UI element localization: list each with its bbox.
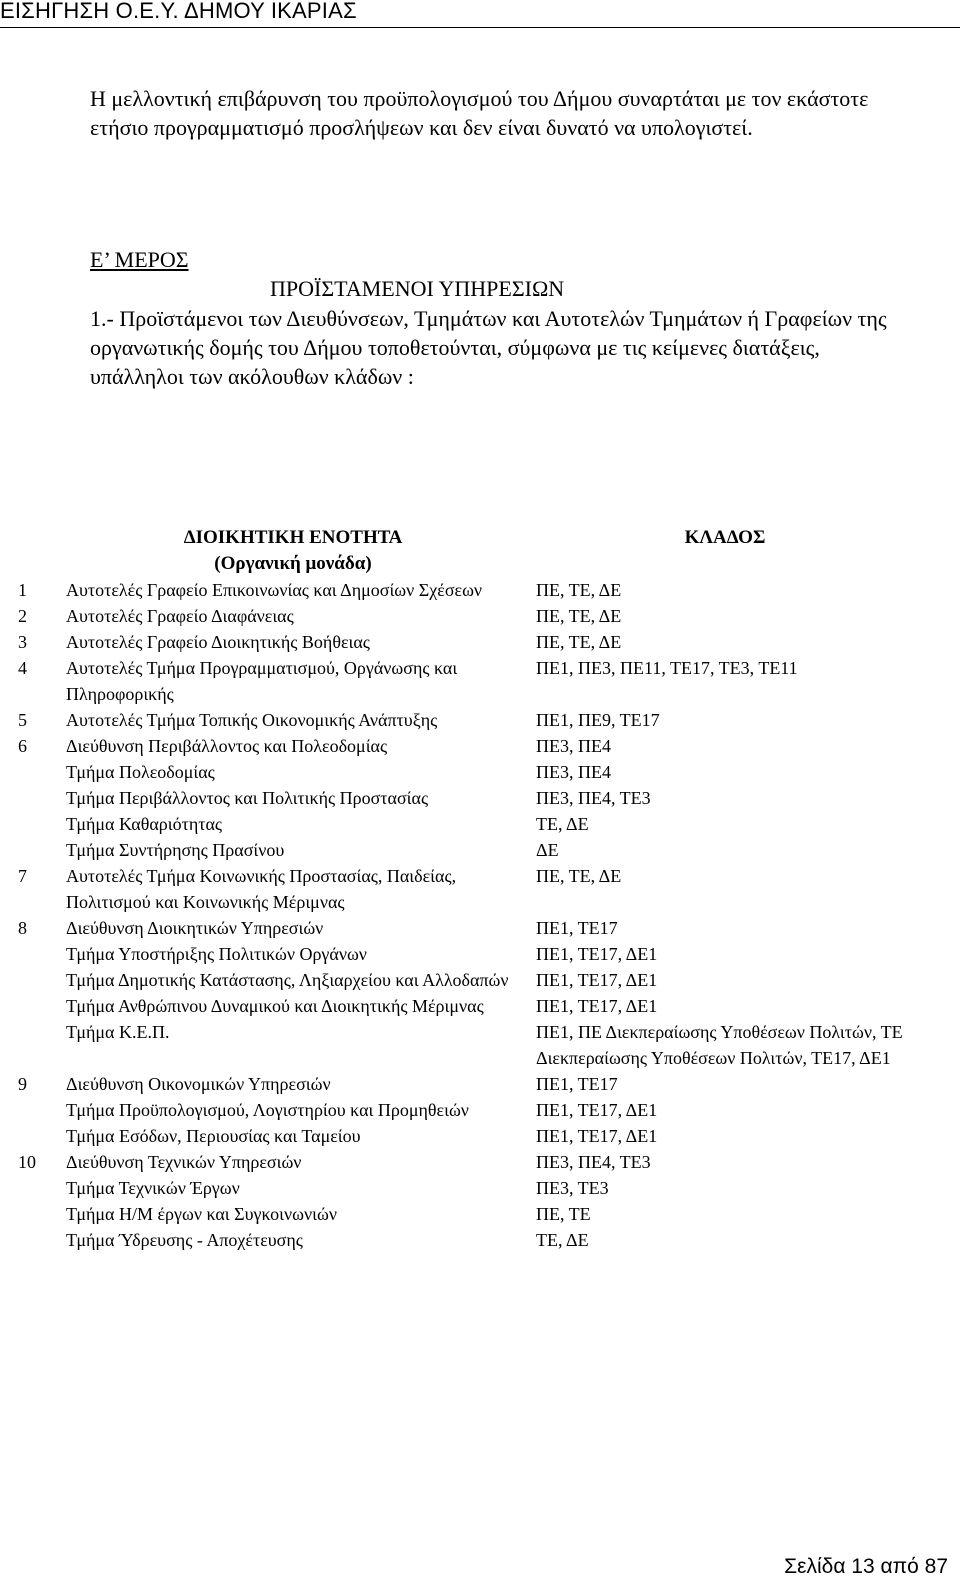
row-klados: ΠΕ1, ΤΕ17, ΔΕ1	[536, 944, 658, 964]
row-number	[10, 1175, 58, 1201]
row-number	[10, 941, 58, 967]
row-klados: ΠΕ1, ΤΕ17, ΔΕ1	[536, 1100, 658, 1120]
document-header	[0, 0, 960, 30]
row-klados: ΠΕ1, ΤΕ17, ΔΕ1	[536, 1126, 658, 1146]
table-row	[10, 577, 950, 603]
part-title: Ε’ ΜΕΡΟΣ	[90, 247, 189, 272]
row-unit: Τμήμα Περιβάλλοντος και Πολιτικής Προστασίας	[66, 788, 429, 808]
row-unit: Αυτοτελές Γραφείο Διαφάνειας	[66, 606, 294, 626]
table-row	[10, 655, 950, 707]
header-unit-label: ΔΙΟΙΚΗΤΙΚΗ ΕΝΟΤΗΤΑ	[183, 527, 403, 548]
units-table	[10, 525, 950, 1253]
row-klados: ΠΕ3, ΠΕ4, ΤΕ3	[536, 1152, 651, 1172]
table-header-row	[10, 525, 950, 577]
header-unit-cell	[58, 525, 528, 577]
row-unit: Αυτοτελές Τμήμα Κοινωνικής Προστασίας, Παιδείας, Πολιτισμού και Κοινωνικής Μέριμνας	[66, 866, 457, 912]
row-klados: ΠΕ1, ΠΕ Διεκπεραίωσης Υποθέσεων Πολιτών, ΤΕ Διεκπεραίωσης Υποθέσεων Πολιτών, ΤΕ17, ΔΕ1	[536, 1022, 903, 1068]
row-number: 9	[18, 1074, 27, 1094]
row-unit: Τμήμα Υποστήριξης Πολιτικών Οργάνων	[66, 944, 367, 964]
row-number	[10, 837, 58, 863]
row-number	[10, 1097, 58, 1123]
row-number: 2	[18, 606, 27, 626]
row-klados: ΠΕ1, ΠΕ3, ΠΕ11, ΤΕ17, ΤΕ3, ΤΕ11	[536, 658, 798, 678]
row-klados: ΤΕ, ΔΕ	[536, 1230, 589, 1250]
row-number	[10, 1123, 58, 1149]
table-row	[10, 1097, 950, 1123]
row-number: 8	[18, 918, 27, 938]
row-unit: Αυτοτελές Τμήμα Προγραμματισμού, Οργάνωσης και Πληροφορικής	[66, 658, 458, 704]
row-klados: ΠΕ3, ΠΕ4	[536, 736, 611, 756]
row-number	[10, 785, 58, 811]
table-row	[10, 629, 950, 655]
row-unit: Διεύθυνση Οικονομικών Υπηρεσιών	[66, 1074, 331, 1094]
row-klados: ΠΕ, ΤΕ, ΔΕ	[536, 606, 622, 626]
table-row	[10, 603, 950, 629]
table-row	[10, 811, 950, 837]
table-row	[10, 1019, 950, 1071]
row-number: 10	[18, 1152, 36, 1172]
table-row	[10, 785, 950, 811]
row-unit: Τμήμα Κ.Ε.Π.	[66, 1022, 170, 1042]
row-number	[10, 967, 58, 993]
row-unit: Αυτοτελές Τμήμα Τοπικής Οικονομικής Ανάπτυξης	[66, 710, 438, 730]
row-klados: ΠΕ1, ΤΕ17	[536, 918, 618, 938]
intro-paragraph: Η μελλοντική επιβάρυνση του προϋπολογισμού του Δήμου συναρτάται με τον εκάστοτε ετήσιο προγραμματισμό προσλήψεων και δεν είναι δυνατό να υπολογιστεί.	[90, 86, 869, 140]
row-klados: ΠΕ, ΤΕ, ΔΕ	[536, 632, 622, 652]
row-klados: ΠΕ1, ΤΕ17, ΔΕ1	[536, 970, 658, 990]
table-row	[10, 1071, 950, 1097]
table-row	[10, 1227, 950, 1253]
row-klados: ΠΕ3, ΠΕ4, ΤΕ3	[536, 788, 651, 808]
row-unit: Τμήμα Εσόδων, Περιουσίας και Ταμείου	[66, 1126, 361, 1146]
row-number	[10, 1201, 58, 1227]
numbered-paragraph: 1.- Προϊστάμενοι των Διευθύνσεων, Τμημάτων και Αυτοτελών Τμημάτων ή Γραφείων της οργανωτικής δομής του Δήμου τοποθετούνται, σύμφωνα με τις κείμενες διατάξεις, υπάλληλοι των ακόλουθων κλάδων :	[90, 306, 887, 389]
row-number	[10, 1227, 58, 1253]
row-klados: ΠΕ3, ΠΕ4	[536, 762, 611, 782]
document-header-title: ΕΙΣΗΓΗΣΗ Ο.Ε.Υ. ΔΗΜΟΥ ΙΚΑΡΙΑΣ	[0, 0, 357, 23]
table-row	[10, 837, 950, 863]
table-row	[10, 941, 950, 967]
row-klados: ΠΕ, ΤΕ, ΔΕ	[536, 580, 622, 600]
header-klados-cell	[528, 525, 950, 577]
table-row	[10, 1149, 950, 1175]
row-unit: Τμήμα Τεχνικών Έργων	[66, 1178, 240, 1198]
row-unit: Τμήμα Συντήρησης Πρασίνου	[66, 840, 285, 860]
header-klados-label: ΚΛΑΔΟΣ	[684, 527, 766, 548]
row-number: 7	[18, 866, 27, 886]
table-row	[10, 915, 950, 941]
row-klados: ΠΕ, ΤΕ	[536, 1204, 591, 1224]
row-number	[10, 993, 58, 1019]
table-row	[10, 707, 950, 733]
row-unit: Τμήμα Πολεοδομίας	[66, 762, 215, 782]
table-row	[10, 759, 950, 785]
row-number: 5	[18, 710, 27, 730]
row-unit: Τμήμα Ύδρευσης - Αποχέτευσης	[66, 1230, 303, 1250]
row-unit: Τμήμα Ανθρώπινου Δυναμικού και Διοικητικής Μέριμνας	[66, 996, 484, 1016]
row-klados: ΠΕ1, ΤΕ17	[536, 1074, 618, 1094]
row-unit: Τμήμα Η/Μ έργων και Συγκοινωνιών	[66, 1204, 337, 1224]
page-number: Σελίδα 13 από 87	[784, 1555, 948, 1578]
row-unit: Τμήμα Δημοτικής Κατάστασης, Ληξιαρχείου και Αλλοδαπών	[66, 970, 509, 990]
header-rule	[0, 27, 960, 28]
row-unit: Διεύθυνση Τεχνικών Υπηρεσιών	[66, 1152, 302, 1172]
row-number	[10, 811, 58, 837]
row-klados: ΤΕ, ΔΕ	[536, 814, 589, 834]
row-klados: ΠΕ, ΤΕ, ΔΕ	[536, 866, 622, 886]
table-row	[10, 733, 950, 759]
section-title: ΠΡΟΪΣΤΑΜΕΝΟΙ ΥΠΗΡΕΣΙΩΝ	[270, 276, 565, 301]
header-unit-sublabel: (Οργανική μονάδα)	[214, 553, 372, 574]
row-unit: Διεύθυνση Περιβάλλοντος και Πολεοδομίας	[66, 736, 388, 756]
row-klados: ΠΕ1, ΤΕ17, ΔΕ1	[536, 996, 658, 1016]
table-row	[10, 1175, 950, 1201]
row-klados: ΠΕ1, ΠΕ9, ΤΕ17	[536, 710, 660, 730]
units-table-body	[10, 525, 950, 1253]
row-number: 1	[18, 580, 27, 600]
row-number: 4	[18, 658, 27, 678]
row-number	[10, 759, 58, 785]
row-unit: Τμήμα Προϋπολογισμού, Λογιστηρίου και Προμηθειών	[66, 1100, 469, 1120]
header-num-cell	[10, 525, 58, 577]
table-row	[10, 967, 950, 993]
row-klados: ΠΕ3, ΤΕ3	[536, 1178, 609, 1198]
table-row	[10, 1201, 950, 1227]
row-number: 6	[18, 736, 27, 756]
row-unit: Τμήμα Καθαριότητας	[66, 814, 223, 834]
row-unit: Αυτοτελές Γραφείο Επικοινωνίας και Δημοσίων Σχέσεων	[66, 580, 483, 600]
row-unit: Διεύθυνση Διοικητικών Υπηρεσιών	[66, 918, 324, 938]
table-row	[10, 863, 950, 915]
row-number: 3	[18, 632, 27, 652]
table-row	[10, 1123, 950, 1149]
row-number	[10, 1019, 58, 1071]
table-row	[10, 993, 950, 1019]
row-unit: Αυτοτελές Γραφείο Διοικητικής Βοήθειας	[66, 632, 370, 652]
row-klados: ΔΕ	[536, 840, 559, 860]
